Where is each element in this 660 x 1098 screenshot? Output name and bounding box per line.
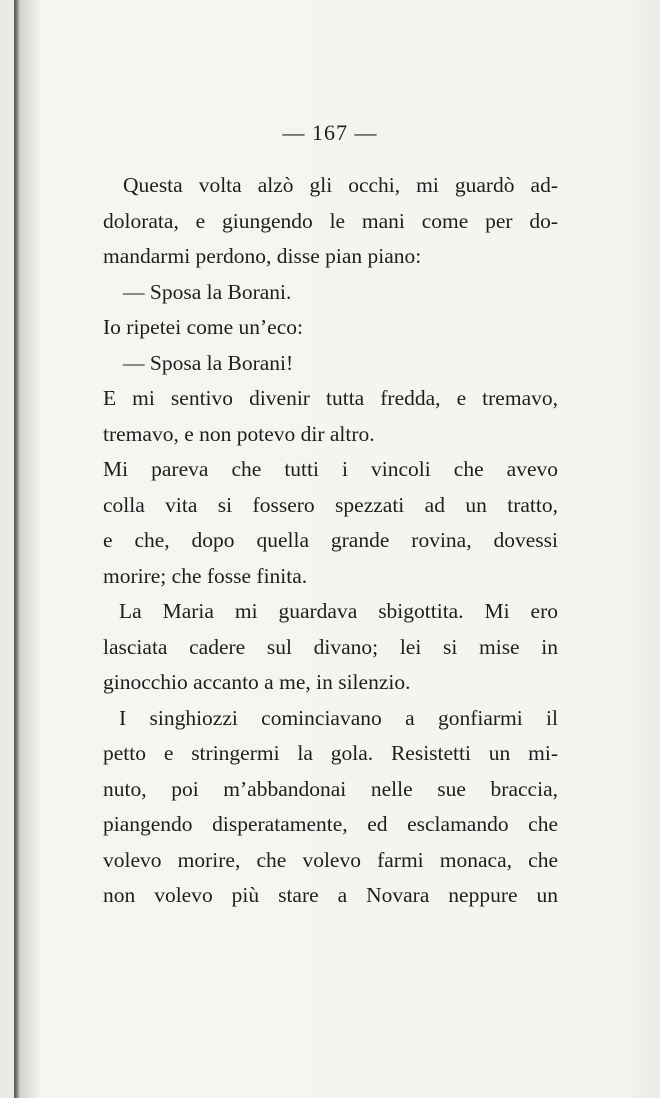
- text-line: lasciata cadere sul divano; lei si mise in: [103, 634, 558, 659]
- text-line: ginocchio accanto a me, in silenzio.: [103, 670, 411, 694]
- text-line: volevo morire, che volevo farmi monaca, che: [103, 847, 558, 872]
- text-line: — Sposa la Borani!: [123, 350, 294, 375]
- text-line: La Maria mi guardava sbigottita. Mi ero: [119, 599, 558, 623]
- text-line: petto e stringermi la gola. Resistetti un mi-: [103, 741, 558, 765]
- page-number: — 167 —: [282, 120, 378, 145]
- text-line: nuto, poi m’abbandonai nelle sue braccia,: [103, 776, 558, 801]
- text-line: Questa volta alzò gli occhi, mi guardò ad-: [123, 173, 558, 197]
- text-line: e che, dopo quella grande rovina, dovessi: [103, 528, 558, 552]
- text-line: Mi pareva che tutti i vincoli che avevo: [103, 457, 558, 481]
- text-line: non volevo più stare a Novara neppure un: [103, 883, 558, 907]
- text-line: — Sposa la Borani.: [123, 279, 292, 304]
- text-line: piangendo disperatamente, ed esclamando che: [103, 812, 558, 836]
- binding-shadow: [20, 0, 42, 1098]
- text-line: I singhiozzi cominciavano a gonfiarmi il: [119, 705, 558, 730]
- text-line: dolorata, e giungendo le mani come per do-: [103, 208, 558, 233]
- body-text: [103, 168, 558, 914]
- text-line: colla vita si fossero spezzati ad un tratto,: [103, 492, 558, 517]
- text-line: morire; che fosse finita.: [103, 563, 308, 588]
- text-line: E mi sentivo divenir tutta fredda, e tremavo,: [103, 386, 558, 410]
- text-line: tremavo, e non potevo dir altro.: [103, 421, 375, 446]
- text-line: Io ripetei come un’eco:: [103, 315, 303, 339]
- text-line: mandarmi perdono, disse pian piano:: [103, 244, 422, 268]
